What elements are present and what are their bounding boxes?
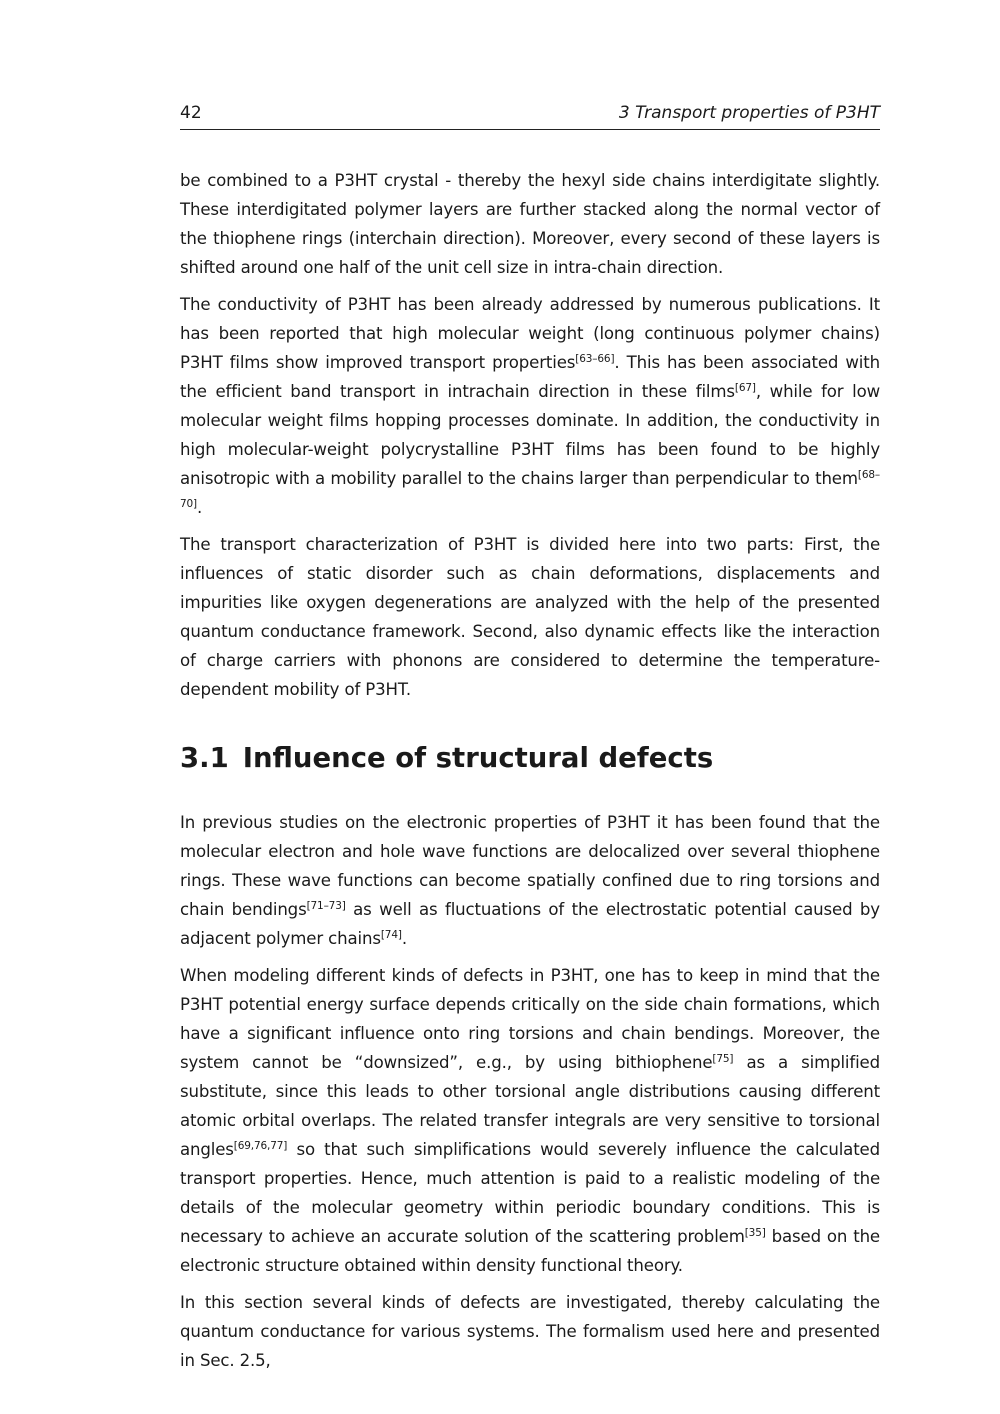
citation-ref: [35] bbox=[744, 1227, 766, 1240]
paragraph bbox=[180, 1288, 880, 1375]
citation-ref: [63–66] bbox=[575, 353, 615, 366]
paragraph-text: The conductivity of P3HT has been already addressed by numerous publications. It has been reported that high molecular weight (long continuous polymer chains) P3HT films show improved transport properties bbox=[180, 295, 880, 372]
citation-ref: [69,76,77] bbox=[233, 1140, 288, 1153]
citation-ref: [68–70] bbox=[180, 469, 880, 511]
paragraph-text: . bbox=[401, 929, 407, 948]
paragraph-text: based on the electronic structure obtained within density functional theory. bbox=[180, 1227, 880, 1275]
section-heading bbox=[180, 738, 880, 778]
section-paragraphs bbox=[180, 808, 880, 1375]
section-title: Influence of structural defects bbox=[242, 742, 714, 774]
paragraph-text: In previous studies on the electronic properties of P3HT it has been found that the molecular electron and hole wave functions are delocalized over several thiophene rings. These wave functions can become spatially confined due to ring torsions and chain bendings bbox=[180, 813, 880, 919]
paragraph-text: so that such simplifications would severely influence the calculated transport properties. Hence, much attention is paid to a realistic modeling of the details of the molecular geometry within periodic boundary conditions. This is necessary to achieve an accurate solution of the scattering problem bbox=[180, 1140, 880, 1246]
paragraph bbox=[180, 166, 880, 282]
paragraph-text: . This has been associated with the efficient band transport in intrachain direction in these films bbox=[180, 353, 880, 401]
chapter-title: 3 Transport properties of P3HT bbox=[618, 103, 880, 123]
paragraph-text: , while for low molecular weight films hopping processes dominate. In addition, the conductivity in high molecular-weight polycrystalline P3HT films has been found to be highly anisotropic with a mobility parallel to the chains larger than perpendicular to them bbox=[180, 382, 880, 488]
citation-ref: [75] bbox=[712, 1053, 734, 1066]
paragraph bbox=[180, 808, 880, 953]
running-header bbox=[180, 103, 880, 130]
paragraph-text: be combined to a P3HT crystal - thereby the hexyl side chains interdigitate slightly. These interdigitated polymer layers are further stacked along the normal vector of the thiophene rings (interchain direction). Moreover, every second of these layers is shifted around one half of the unit cell size in intra-chain direction. bbox=[180, 171, 880, 277]
paragraph-text: When modeling different kinds of defects in P3HT, one has to keep in mind that the P3HT potential energy surface depends critically on the side chain formations, which have a significant influence onto ring torsions and chain bendings. Moreover, the system cannot be “downsized”, e.g., by using bithiophene bbox=[180, 966, 880, 1072]
citation-ref: [74] bbox=[380, 929, 402, 942]
section-number: 3.1 bbox=[180, 742, 229, 774]
citation-ref: [71–73] bbox=[306, 900, 346, 913]
citation-ref: [67] bbox=[734, 382, 756, 395]
paragraph bbox=[180, 530, 880, 704]
page-body bbox=[180, 166, 880, 1383]
paragraph-text: In this section several kinds of defects are investigated, thereby calculating the quantum conductance for various systems. The formalism used here and presented in Sec. 2.5, bbox=[180, 1293, 880, 1370]
page-number: 42 bbox=[180, 103, 202, 123]
paragraph-text: . bbox=[197, 498, 203, 517]
intro-paragraphs bbox=[180, 166, 880, 704]
paragraph-text: as a simplified substitute, since this leads to other torsional angle distributions causing different atomic orbital overlaps. The related transfer integrals are very sensitive to torsional angles bbox=[180, 1053, 880, 1159]
paragraph bbox=[180, 961, 880, 1280]
paragraph-text: as well as fluctuations of the electrostatic potential caused by adjacent polymer chains bbox=[180, 900, 880, 948]
paragraph-text: The transport characterization of P3HT is divided here into two parts: First, the influences of static disorder such as chain deformations, displacements and impurities like oxygen degenerations are analyzed with the help of the presented quantum conductance framework. Second, also dynamic effects like the interaction of charge carriers with phonons are considered to determine the temperature-dependent mobility of P3HT. bbox=[180, 535, 880, 699]
paragraph bbox=[180, 290, 880, 522]
